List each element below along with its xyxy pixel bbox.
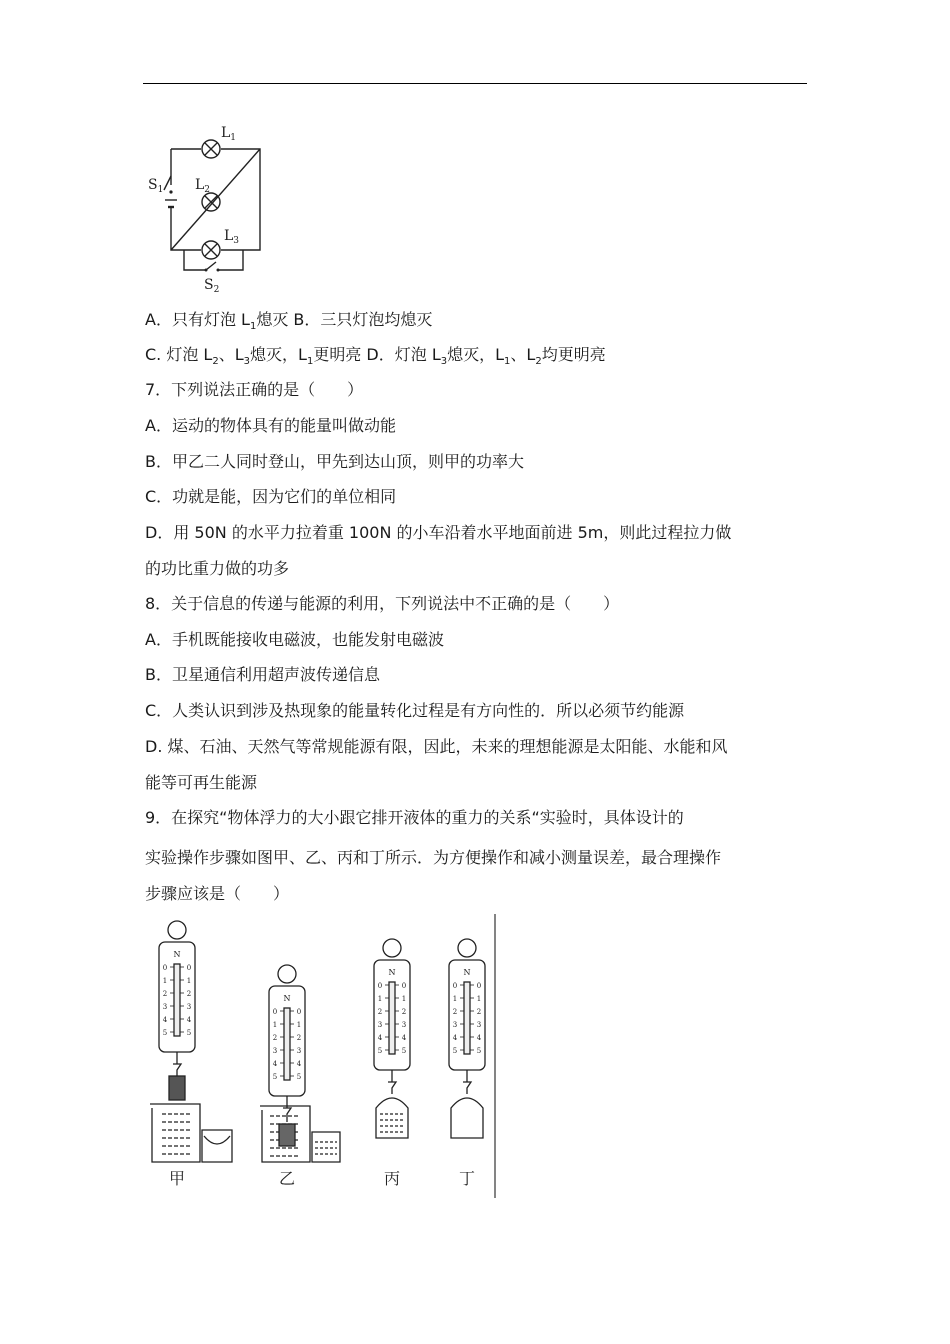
q9-stem-line2: 实验操作步骤如图甲、乙、丙和丁所示．为方便操作和减小测量误差，最合理操作 (145, 848, 722, 867)
q7-option-d: D．用 50N 的水平力拉着重 100N 的小车沿着水平地面前进 5m，则此过程拉力做 (145, 523, 732, 542)
scale-tick-label: 4 (162, 1016, 168, 1024)
l2-label: L (195, 177, 205, 193)
scale-tick-label: 0 (452, 982, 458, 990)
svg-text:L3 (224, 228, 239, 246)
scale-tick-label: 3 (476, 1021, 482, 1029)
q9-stem-line3: 步骤应该是（ ） (145, 884, 290, 903)
s2-label: S (204, 277, 214, 293)
scale-tick-label: 1 (162, 977, 168, 985)
q7-option-c: C．功就是能，因为它们的单位相同 (145, 487, 397, 506)
scale-tick-label: 2 (401, 1008, 407, 1016)
panel-jia (150, 921, 232, 1162)
scale-tick-label: 5 (272, 1073, 278, 1081)
s2-sub: 2 (213, 285, 220, 295)
scale-tick-label: 1 (377, 995, 383, 1003)
caption-ding: 丁 (458, 1169, 476, 1188)
scale-tick-label: 5 (401, 1047, 407, 1055)
scale-tick-label: 4 (272, 1060, 278, 1068)
bing-unit: N (388, 968, 396, 977)
scale-tick-label: 2 (272, 1034, 278, 1042)
buoyancy-experiment-figure (140, 912, 500, 1200)
scale-tick-label: 5 (162, 1029, 168, 1037)
scale-tick-label: 0 (162, 964, 168, 972)
scale-tick-label: 1 (296, 1021, 302, 1029)
scale-tick-label: 3 (296, 1047, 302, 1055)
scale-tick-label: 4 (186, 1016, 192, 1024)
scale-tick-label: 0 (377, 982, 383, 990)
ding-unit: N (463, 968, 471, 977)
scale-tick-label: 4 (401, 1034, 407, 1042)
q8-stem: 8．关于信息的传递与能源的利用，下列说法中不正确的是（ ） (145, 594, 620, 613)
svg-text:S2 (204, 277, 219, 295)
caption-yi: 乙 (278, 1169, 296, 1188)
q7-option-b: B．甲乙二人同时登山，甲先到达山顶，则甲的功率大 (145, 452, 524, 471)
scale-tick-label: 1 (476, 995, 482, 1003)
q8-option-a: A．手机既能接收电磁波，也能发射电磁波 (145, 630, 444, 649)
scale-tick-label: 4 (476, 1034, 482, 1042)
scale-tick-label: 2 (377, 1008, 383, 1016)
svg-text:L2 (195, 177, 210, 195)
l3-sub: 3 (233, 236, 240, 246)
scale-tick-label: 5 (186, 1029, 192, 1037)
scale-tick-label: 0 (296, 1008, 302, 1016)
scale-tick-label: 5 (476, 1047, 482, 1055)
scale-tick-label: 1 (186, 977, 192, 985)
scale-tick-label: 2 (296, 1034, 302, 1042)
scale-tick-label: 3 (272, 1047, 278, 1055)
q8-option-c: C．人类认识到涉及热现象的能量转化过程是有方向性的．所以必须节约能源 (145, 701, 685, 720)
header-rule (143, 83, 807, 84)
q8-option-b: B．卫星通信利用超声波传递信息 (145, 665, 380, 684)
l1-label: L (221, 125, 231, 141)
q9-stem-line1: 9．在探究“物体浮力的大小跟它排开液体的重力的关系“实验时，具体设计的 (145, 808, 684, 827)
scale-tick-label: 0 (401, 982, 407, 990)
scale-tick-label: 3 (377, 1021, 383, 1029)
caption-jia: 甲 (168, 1169, 186, 1188)
scale-tick-label: 2 (452, 1008, 458, 1016)
scale-tick-label: 2 (476, 1008, 482, 1016)
q7-option-d-cont: 的功比重力做的功多 (145, 559, 290, 578)
l1-sub: 1 (230, 133, 237, 143)
scale-tick-label: 4 (452, 1034, 458, 1042)
q6-option-cd: C. 灯泡 $L_2$、$L_3$熄灭，$L_1$更明亮 D．灯泡 $L_3$熄灭，$L_1$、$L_2$均更明亮 (145, 345, 606, 368)
q8-option-d: D. 煤、石油、天然气等常规能源有限，因此，未来的理想能源是太阳能、水能和风 (145, 737, 728, 756)
caption-bing: 丙 (383, 1169, 401, 1188)
scale-tick-label: 5 (377, 1047, 383, 1055)
scale-tick-label: 1 (272, 1021, 278, 1029)
yi-unit: N (283, 994, 291, 1003)
svg-text:L1 (221, 125, 236, 143)
scale-tick-label: 0 (476, 982, 482, 990)
scale-tick-label: 1 (401, 995, 407, 1003)
scale-tick-label: 1 (452, 995, 458, 1003)
scale-tick-label: 3 (186, 1003, 192, 1011)
s1-sub: 1 (157, 185, 164, 195)
scale-tick-label: 4 (296, 1060, 302, 1068)
scale-tick-label: 2 (186, 990, 192, 998)
scale-tick-label: 2 (162, 990, 168, 998)
scale-tick-label: 3 (401, 1021, 407, 1029)
scale-tick-label: 4 (377, 1034, 383, 1042)
scale-tick-label: 3 (162, 1003, 168, 1011)
q7-stem: 7．下列说法正确的是（ ） (145, 380, 364, 399)
q6-option-ab: A．只有灯泡 $L_1$熄灭 B．三只灯泡均熄灭 (145, 310, 433, 333)
s1-label: S (148, 177, 158, 193)
scale-tick-label: 3 (452, 1021, 458, 1029)
l3-label: L (224, 228, 234, 244)
scale-tick-label: 5 (296, 1073, 302, 1081)
l2-sub: 2 (204, 185, 211, 195)
scale-tick-label: 5 (452, 1047, 458, 1055)
circuit-diagram (140, 120, 270, 295)
q7-option-a: A．运动的物体具有的能量叫做动能 (145, 416, 396, 435)
scale-tick-label: 0 (186, 964, 192, 972)
svg-text:S1 (148, 177, 163, 195)
jia-unit: N (173, 950, 181, 959)
scale-tick-label: 0 (272, 1008, 278, 1016)
q8-option-d-cont: 能等可再生能源 (145, 773, 258, 792)
